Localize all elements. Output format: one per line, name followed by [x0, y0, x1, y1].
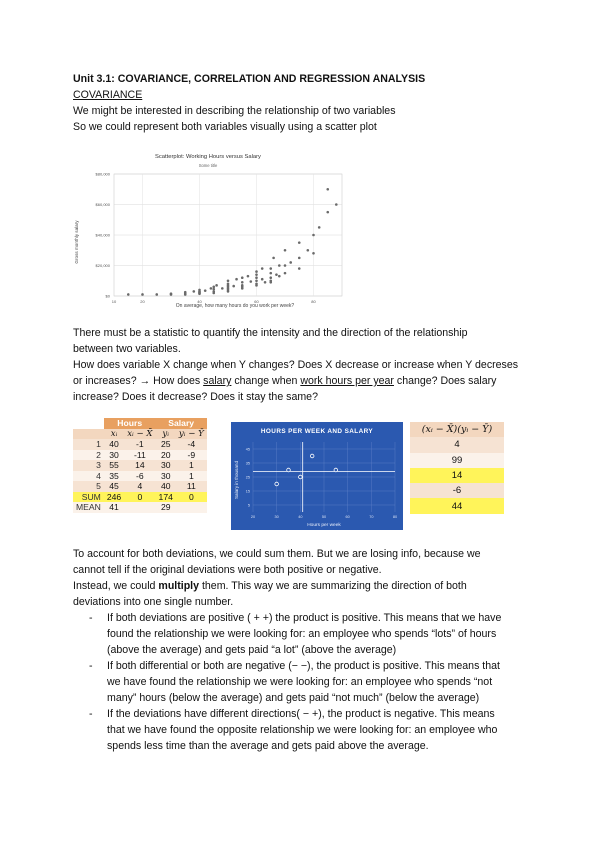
cell-y: 25	[160, 439, 171, 450]
cell-xdev: 14	[135, 460, 145, 471]
scatter-x-axis-label: On average, how many hours do you work per week?	[175, 303, 295, 309]
col-xdev-header: xᵢ − X̄	[124, 429, 155, 440]
scatter-point	[250, 280, 253, 283]
product-cell: 14	[410, 468, 504, 483]
para1-line-3: How does variable X change when Y changes? Does X decrease or increase when Y decreses	[73, 359, 519, 371]
table-row	[73, 450, 207, 461]
scatter-point	[170, 293, 173, 296]
scatter-point	[221, 287, 224, 290]
scatter-point	[204, 289, 207, 292]
scatter-point	[241, 281, 244, 284]
cell-x: 30	[109, 449, 119, 460]
bullet-line: If both differential or both are negative (− −), the product is positive. This means that	[107, 660, 500, 672]
bullet-line: that we have found the opposite relationship we were looking for: an employee who	[107, 724, 498, 736]
scatter-point	[275, 482, 279, 486]
scatter-point	[299, 475, 303, 479]
para2-text: them. This way we are summarizing the direction of both	[199, 580, 467, 592]
para2-text: Instead, we could	[73, 580, 159, 592]
x-tick-label: 20	[250, 515, 256, 519]
x-tick-label: 60	[345, 515, 350, 519]
scatter-point	[307, 249, 310, 252]
y-tick-label: $20,000	[95, 263, 110, 268]
col-y-header: yᵢ	[156, 429, 176, 440]
scatter-point	[241, 286, 244, 289]
scatter-point	[232, 285, 235, 288]
para2-line-2: cannot tell if the original deviations were both positive or negative.	[73, 564, 382, 576]
cell-xdev: -11	[133, 449, 146, 460]
product-cell: -6	[410, 483, 504, 498]
y-tick-label: $60,000	[95, 202, 110, 207]
bullet-mark: -	[89, 660, 93, 672]
bullet-line: (above the average) and gets paid “a lot” (above the average)	[107, 644, 397, 656]
y-tick-label: 5	[247, 503, 250, 508]
cell-xdev: -1	[136, 439, 144, 450]
cell-ydev: 0	[188, 491, 194, 502]
scatter-point	[298, 257, 301, 260]
work-hours-underlined: work hours per year	[300, 375, 394, 387]
product-cell: 99	[410, 453, 504, 468]
scatter-point	[298, 241, 301, 244]
cell-x: 55	[109, 460, 119, 471]
scatter-point	[255, 276, 258, 279]
cell-y: 30	[160, 460, 171, 471]
x-tick-label: 60	[254, 299, 259, 304]
corner-cell	[73, 418, 104, 429]
cell-xdev: 4	[137, 481, 143, 492]
x-tick-label: 10	[111, 299, 117, 304]
cell-ydev: 1	[188, 460, 194, 471]
scatter-point	[261, 278, 264, 281]
cell-ydev: 1	[188, 470, 194, 481]
para1-text: or increases? → How does	[73, 375, 204, 387]
scatter-point	[198, 289, 201, 292]
scatter-point	[141, 293, 144, 296]
x-tick-label: 80	[311, 299, 316, 304]
scatter-point	[312, 252, 315, 255]
table-row	[73, 439, 207, 450]
scatter-point	[227, 290, 230, 293]
scatter-point	[198, 291, 201, 294]
bullet-line: we have found the relationship we were looking for: an employee who spends “not	[107, 676, 493, 688]
blue-chart-x-label: Hours per week	[307, 523, 341, 528]
scatter-point	[212, 286, 215, 289]
scatter-point	[255, 284, 258, 287]
scatter-point	[261, 267, 264, 270]
bullet-item-3	[107, 706, 537, 754]
row-label: 3	[96, 460, 101, 471]
scatter-point	[212, 288, 215, 291]
para1-line-5: increase? Does it decrease? Does it stay the same?	[73, 391, 318, 403]
x-tick-label: 40	[197, 299, 202, 304]
para2-line-3	[73, 578, 467, 594]
scatter-point	[155, 293, 158, 296]
para1-line-2: between two variables.	[73, 343, 181, 355]
scatter-point	[298, 267, 301, 270]
multiply-bold: multiply	[158, 580, 200, 592]
scatter-point	[284, 249, 287, 252]
scatter-title: Scatterplot: Working Hours versus Salary	[155, 154, 261, 160]
scatter-point	[269, 281, 272, 284]
bullet-mark: -	[89, 708, 93, 720]
cell-ydev	[176, 502, 207, 513]
cell-x: 246	[106, 491, 122, 502]
scatter-point	[269, 276, 272, 279]
intro-line-2: So we could represent both variables visually using a scatter plot	[73, 121, 377, 133]
hours-per-week-salary-chart	[231, 422, 403, 530]
y-tick-label: 15	[245, 489, 250, 494]
bullet-mark: -	[89, 612, 93, 624]
scatter-point	[227, 279, 230, 282]
hours-header: Hours	[104, 418, 156, 429]
section-heading: COVARIANCE	[73, 89, 143, 101]
row-label: 2	[96, 449, 101, 460]
col-x-header: xᵢ	[104, 429, 124, 440]
y-tick-label: $0	[105, 293, 110, 299]
scatter-point	[127, 293, 130, 296]
scatter-point	[247, 275, 250, 278]
para1-text: change? Does salary	[393, 375, 497, 387]
cell-x: 40	[109, 439, 119, 450]
row-label: SUM	[81, 491, 101, 502]
para1-line-4	[73, 373, 496, 389]
scatter-point	[287, 468, 291, 472]
cell-y: 20	[160, 449, 171, 460]
scatter-point	[275, 273, 278, 276]
para1-text: change when	[231, 375, 301, 387]
cell-y: 174	[158, 491, 173, 502]
salary-underlined: salary	[203, 375, 232, 387]
bullet-line: If both deviations are positive ( + +) the product is positive. This means that we have	[107, 612, 502, 624]
scatter-point	[269, 267, 272, 270]
cell-y: 29	[160, 502, 171, 513]
scatter-point	[269, 272, 272, 275]
row-label: MEAN	[76, 502, 101, 513]
scatter-point	[289, 261, 292, 264]
col-ydev-header: yᵢ − Ȳ	[176, 429, 207, 440]
x-tick-label: 30	[274, 515, 279, 519]
cell-xdev: 0	[137, 491, 143, 502]
scatter-point	[326, 188, 329, 191]
sum-row	[73, 492, 207, 503]
para2-line-1: To account for both deviations, we could sum them. But we are losing info, because we	[73, 548, 481, 560]
scatter-point	[278, 275, 281, 278]
table-row	[73, 460, 207, 471]
scatter-point	[255, 279, 258, 282]
x-tick-label: 20	[140, 299, 145, 304]
product-cell: 4	[410, 437, 504, 452]
y-tick-label: $80,000	[95, 171, 110, 177]
bullet-line: many” hours (below the average) and gets paid “not much” (below the average)	[107, 692, 480, 704]
scatter-point	[241, 276, 244, 279]
scatter-point	[255, 273, 258, 276]
scatter-point	[312, 234, 315, 237]
hours-salary-table	[73, 418, 207, 513]
y-tick-label: 45	[245, 447, 250, 452]
scatter-point	[310, 454, 314, 458]
bullet-line: spends less time than the average and gets paid above the average.	[107, 740, 429, 752]
scatter-plot-working-hours-salary	[62, 150, 354, 318]
scatter-point	[255, 270, 258, 273]
scatter-point	[184, 293, 187, 296]
bullet-line: found the relationship we were looking for: an employee who spends “lots” of hours	[107, 628, 497, 640]
table-row	[73, 471, 207, 482]
blue-chart-y-label: Salary in thousand	[234, 460, 239, 500]
scatter-point	[318, 226, 321, 229]
corner-cell	[73, 429, 104, 440]
cell-xdev: -6	[136, 470, 144, 481]
scatter-point	[335, 203, 338, 206]
x-tick-label: 50	[321, 515, 327, 519]
y-tick-label: $40,000	[95, 232, 110, 238]
scatter-point	[278, 264, 281, 267]
row-label: 1	[96, 439, 101, 450]
intro-line-1: We might be interested in describing the relationship of two variables	[73, 105, 396, 117]
x-tick-label: 40	[298, 515, 303, 519]
scatter-point	[264, 281, 267, 284]
scatter-point	[227, 283, 230, 286]
salary-header: Salary	[156, 418, 207, 429]
cell-y: 40	[160, 481, 171, 492]
cell-ydev: 11	[186, 481, 196, 492]
scatter-point	[212, 292, 215, 295]
product-cell: 44	[410, 498, 504, 513]
x-tick-label: 80	[392, 515, 398, 519]
scatter-point	[235, 278, 238, 281]
scatter-point	[284, 272, 287, 275]
y-tick-label: 35	[245, 461, 250, 466]
bullet-line: If the deviations have different directions( − +), the product is negative. This means	[107, 708, 495, 720]
blue-chart-title: HOURS PER WEEK AND SALARY	[260, 428, 374, 435]
scatter-subtitle: Some title	[198, 163, 218, 168]
mean-row	[73, 502, 207, 513]
scatter-point	[334, 468, 338, 472]
bullet-item-1	[107, 610, 537, 658]
y-tick-label: 25	[245, 475, 250, 480]
chart-background	[231, 422, 403, 530]
bullet-item-2	[107, 658, 537, 706]
cell-ydev: -4	[187, 439, 196, 450]
scatter-point	[210, 287, 213, 290]
scatter-point	[326, 211, 329, 214]
para1-line-1: There must be a statistic to quantify the intensity and the direction of the relationship	[73, 327, 468, 339]
cell-x: 41	[109, 502, 119, 513]
document-title: Unit 3.1: COVARIANCE, CORRELATION AND REGRESSION ANALYSIS	[73, 73, 426, 85]
row-label: 5	[96, 481, 101, 492]
deviation-product-table	[410, 422, 504, 514]
cell-xdev	[124, 502, 155, 513]
scatter-point	[272, 257, 275, 260]
scatter-point	[284, 264, 287, 267]
row-label: 4	[96, 470, 101, 481]
scatter-point	[193, 290, 196, 293]
cell-x: 35	[109, 470, 119, 481]
cell-x: 45	[109, 481, 119, 492]
table-row	[73, 481, 207, 492]
scatter-y-axis-label: Gross monthly salary	[74, 220, 79, 264]
cell-y: 30	[160, 470, 171, 481]
scatter-point	[215, 284, 218, 287]
x-tick-label: 70	[369, 515, 374, 519]
para2-line-4: deviations into one single number.	[73, 596, 234, 608]
product-header: (xᵢ − X̄)(yᵢ − Ȳ)	[410, 422, 504, 437]
cell-ydev: -9	[187, 449, 196, 460]
